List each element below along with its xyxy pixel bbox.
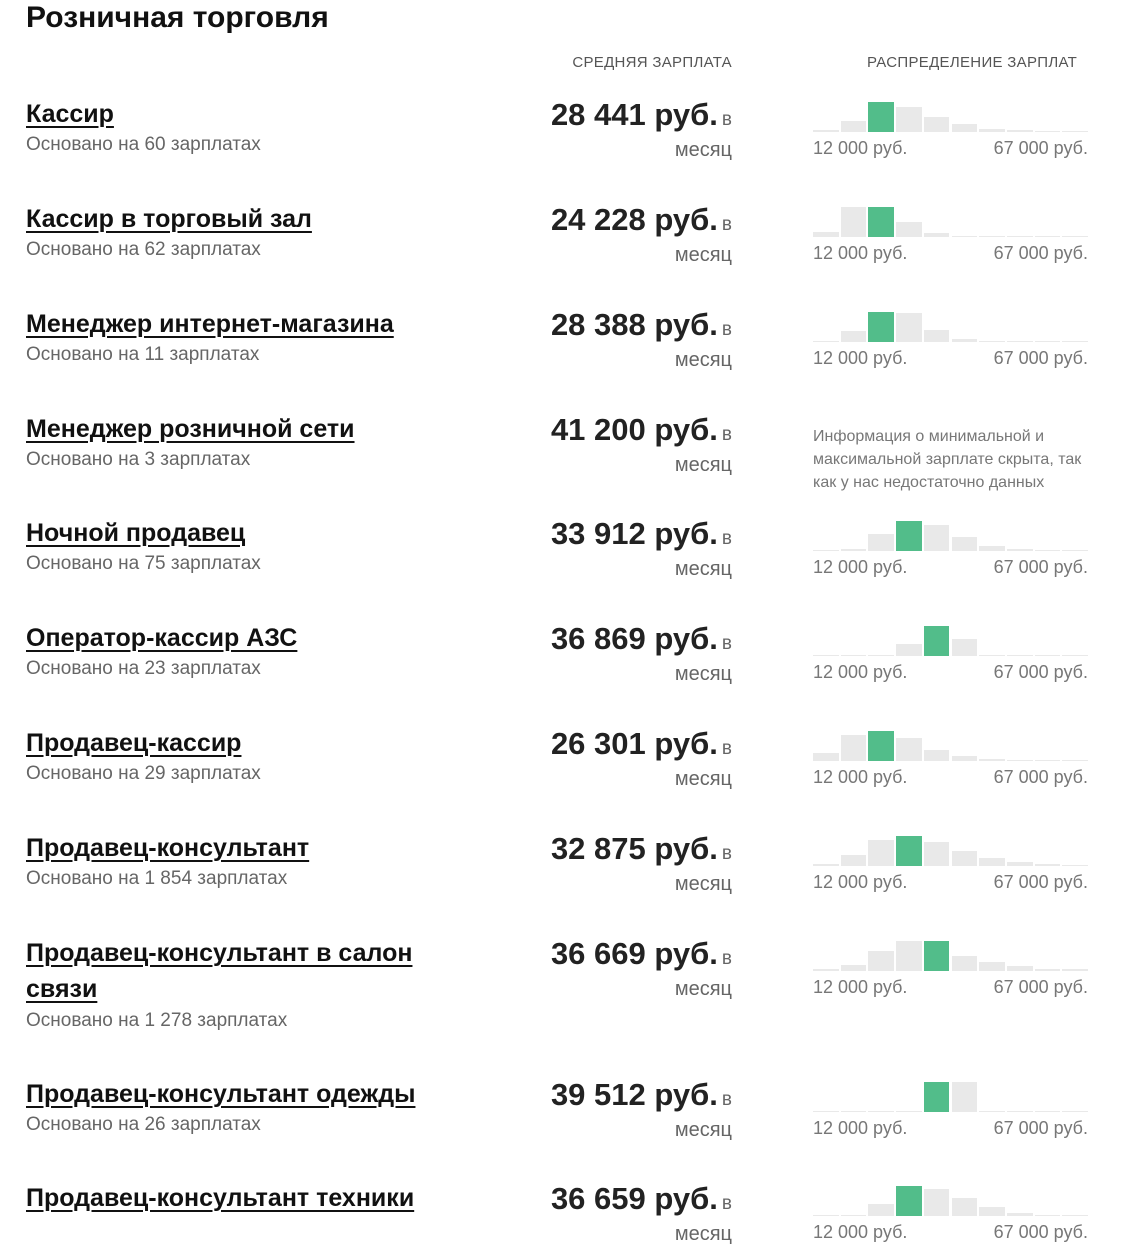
histogram-bar [979,129,1005,132]
histogram-bar [952,756,978,761]
salary-period-prefix: в [721,633,732,654]
histogram-bar [868,1111,894,1112]
salary-distribution-histogram [813,1182,1088,1216]
histogram-max-label: 67 000 руб. [993,977,1088,997]
histogram-bar [1062,969,1088,971]
histogram-bar [952,124,978,132]
histogram-bar-current [868,207,894,237]
histogram-bar [979,236,1005,237]
salary-amount: 41 200 руб. [550,412,718,447]
salary-period: месяц [674,1223,732,1245]
distribution-hidden-note: Информация о минимальной и максимальной зарплате скрыта, так как у нас недостаточно данных [813,428,1082,491]
column-header-salary-distribution: РАСПРЕДЕЛЕНИЕ ЗАРПЛАТ [867,54,1078,71]
histogram-bar [952,956,978,971]
histogram-bar [868,534,894,551]
histogram-bar [841,1215,867,1216]
average-salary [492,306,732,372]
histogram-bar [1035,969,1061,971]
histogram-bar [896,738,922,761]
histogram-min-label: 12 000 руб. [813,872,908,892]
histogram-bar [1035,550,1061,551]
histogram-bar [952,1082,978,1112]
histogram-min-label: 12 000 руб. [813,138,908,158]
histogram-bar-current [896,1186,922,1216]
salary-amount: 26 301 руб. [550,726,718,761]
job-title-link[interactable]: Менеджер интернет-магазина [26,310,394,338]
histogram-bar [896,1111,922,1112]
histogram-bar [979,1111,1005,1112]
histogram-min-label: 12 000 руб. [813,977,908,997]
salary-distribution-histogram [813,622,1088,656]
histogram-bar [952,851,978,866]
histogram-bar [813,232,839,237]
histogram-bar [868,1204,894,1216]
salary-amount: 32 875 руб. [550,831,718,866]
salary-period: месяц [674,244,732,266]
salary-amount: 36 669 руб. [550,936,718,971]
histogram-bar [1035,341,1061,342]
average-salary [492,935,732,1001]
average-salary [492,411,732,477]
histogram-bar [1062,341,1088,342]
histogram-bar-current [896,836,922,866]
average-salary [492,201,732,267]
histogram-bar [1062,655,1088,656]
histogram-bar [979,1207,1005,1216]
histogram-bar-current [868,312,894,342]
salary-period-prefix: в [721,109,732,130]
histogram-bar [813,1111,839,1112]
histogram-bar [1007,862,1033,866]
histogram-bar [979,341,1005,342]
histogram-bar [924,525,950,551]
histogram-bar [813,550,839,551]
salary-period-prefix: в [721,948,732,969]
histogram-max-label: 67 000 руб. [993,1118,1088,1138]
histogram-bar [896,313,922,342]
histogram-bar [1062,550,1088,551]
histogram-bar [1035,864,1061,866]
average-salary [492,620,732,686]
histogram-bar [1062,1111,1088,1112]
salary-count: Основано на 60 зарплатах [26,134,261,155]
salary-period-prefix: в [721,319,732,340]
average-salary [492,1076,732,1142]
salary-count: Основано на 1 278 зарплатах [26,1010,288,1031]
salary-period: месяц [674,558,732,580]
histogram-max-label: 67 000 руб. [993,872,1088,892]
histogram-bar [841,331,867,342]
average-salary [492,96,732,162]
salary-amount: 28 388 руб. [550,307,718,342]
histogram-bar-current [924,941,950,971]
histogram-bar [896,222,922,237]
histogram-bar [924,233,950,237]
histogram-bar [896,107,922,132]
histogram-bar [1062,131,1088,132]
histogram-bar [813,969,839,971]
salary-amount: 36 659 руб. [550,1181,718,1216]
salary-count: Основано на 75 зарплатах [26,553,261,574]
job-title-link[interactable]: Продавец-консультант одежды [26,1080,416,1108]
job-title-link[interactable]: Ночной продавец [26,519,246,547]
salary-amount: 28 441 руб. [550,97,718,132]
job-title-link[interactable]: Оператор-кассир АЗС [26,624,298,652]
histogram-min-label: 12 000 руб. [813,1222,908,1242]
job-title-link[interactable]: Продавец-кассир [26,729,242,757]
histogram-bar [952,236,978,237]
histogram-bar [841,1111,867,1112]
histogram-bar [813,1215,839,1216]
job-title-link[interactable]: Продавец-консультант техники [26,1184,415,1212]
histogram-bar [1062,760,1088,761]
salary-count: Основано на 26 зарплатах [26,1114,261,1135]
histogram-bar [896,644,922,656]
histogram-min-label: 12 000 руб. [813,1118,908,1138]
histogram-bar [924,330,950,342]
histogram-bar [1062,865,1088,866]
column-header-average-salary: СРЕДНЯЯ ЗАРПЛАТА [572,54,732,71]
salary-period-prefix: в [721,214,732,235]
salary-distribution-histogram [813,937,1088,971]
salary-period: месяц [674,454,732,476]
histogram-bar [868,840,894,866]
salary-distribution-histogram [813,517,1088,551]
histogram-bar [979,546,1005,551]
histogram-bar [924,750,950,761]
job-title-link[interactable]: Продавец-консультант в салон связи [26,939,413,1003]
histogram-bar [1062,236,1088,237]
salary-amount: 39 512 руб. [550,1077,718,1112]
histogram-bar [924,1189,950,1216]
salary-count: Основано на 62 зарплатах [26,239,261,260]
histogram-bar [1035,760,1061,761]
histogram-bar [1007,1111,1033,1112]
histogram-bar [1007,130,1033,132]
histogram-bar [841,735,867,761]
job-title-link[interactable]: Кассир в торговый зал [26,205,312,233]
salary-period-prefix: в [721,528,732,549]
histogram-bar [1035,1215,1061,1216]
histogram-min-label: 12 000 руб. [813,662,908,682]
histogram-bar-current [924,1082,950,1112]
salary-amount: 33 912 руб. [550,516,718,551]
histogram-bar [1035,1111,1061,1112]
histogram-bar [841,549,867,551]
salary-amount: 24 228 руб. [550,202,718,237]
salary-distribution-histogram [813,203,1088,237]
histogram-min-label: 12 000 руб. [813,557,908,577]
salary-period: месяц [674,978,732,1000]
histogram-bar [841,207,867,237]
histogram-min-label: 12 000 руб. [813,243,908,263]
histogram-bar [1035,131,1061,132]
salary-count: Основано на 1 854 зарплатах [26,868,288,889]
salary-period: месяц [674,349,732,371]
histogram-max-label: 67 000 руб. [993,557,1088,577]
average-salary [492,515,732,581]
salary-period-prefix: в [721,1089,732,1110]
histogram-bar [1007,1213,1033,1216]
salary-distribution-histogram [813,832,1088,866]
histogram-bar-current [924,626,950,656]
salary-amount: 36 869 руб. [550,621,718,656]
histogram-bar-current [896,521,922,551]
histogram-max-label: 67 000 руб. [993,348,1088,368]
job-title-link[interactable]: Кассир [26,100,114,128]
histogram-min-label: 12 000 руб. [813,767,908,787]
histogram-bar [952,537,978,551]
histogram-bar [979,759,1005,761]
salary-period-prefix: в [721,424,732,445]
histogram-bar [979,962,1005,971]
histogram-bar [813,341,839,342]
histogram-bar [952,639,978,656]
histogram-bar [924,842,950,866]
histogram-bar [979,858,1005,866]
histogram-bar [868,951,894,971]
average-salary [492,1180,732,1246]
average-salary [492,830,732,896]
histogram-bar [1007,341,1033,342]
histogram-bar [924,117,950,132]
histogram-bar [952,1198,978,1216]
histogram-bar [1007,236,1033,237]
salary-distribution-histogram [813,1078,1088,1112]
salary-distribution-histogram [813,308,1088,342]
histogram-bar [1007,966,1033,971]
salary-distribution-histogram [813,98,1088,132]
page-title: Розничная торговля [26,1,329,34]
histogram-bar [841,855,867,866]
salary-period-prefix: в [721,1193,732,1214]
histogram-bar-current [868,102,894,132]
salary-count: Основано на 23 зарплатах [26,658,261,679]
histogram-bar [813,753,839,761]
histogram-bar [896,941,922,971]
salary-period-prefix: в [721,843,732,864]
salary-count: Основано на 3 зарплатах [26,449,251,470]
histogram-bar-current [868,731,894,761]
salary-period: месяц [674,768,732,790]
histogram-max-label: 67 000 руб. [993,767,1088,787]
histogram-bar [952,339,978,342]
salary-period-prefix: в [721,738,732,759]
job-title-link[interactable]: Продавец-консультант [26,834,310,862]
histogram-bar [1007,760,1033,761]
salary-distribution-histogram [813,727,1088,761]
histogram-bar [841,121,867,132]
histogram-bar [1062,1215,1088,1216]
salary-period: месяц [674,139,732,161]
histogram-max-label: 67 000 руб. [993,1222,1088,1242]
salary-period: месяц [674,663,732,685]
histogram-bar [813,130,839,132]
salary-period: месяц [674,873,732,895]
histogram-max-label: 67 000 руб. [993,243,1088,263]
histogram-bar [1007,549,1033,551]
histogram-bar [841,655,867,656]
job-title-link[interactable]: Менеджер розничной сети [26,415,355,443]
histogram-bar [813,655,839,656]
histogram-bar [1035,236,1061,237]
histogram-bar [1035,655,1061,656]
salary-count: Основано на 29 зарплатах [26,763,261,784]
histogram-bar [868,655,894,656]
salary-period: месяц [674,1119,732,1141]
average-salary [492,725,732,791]
histogram-bar [1007,655,1033,656]
histogram-max-label: 67 000 руб. [993,662,1088,682]
histogram-bar [813,864,839,866]
histogram-bar [841,965,867,971]
histogram-min-label: 12 000 руб. [813,348,908,368]
salary-count: Основано на 11 зарплатах [26,344,260,365]
histogram-bar [979,655,1005,656]
histogram-max-label: 67 000 руб. [993,138,1088,158]
